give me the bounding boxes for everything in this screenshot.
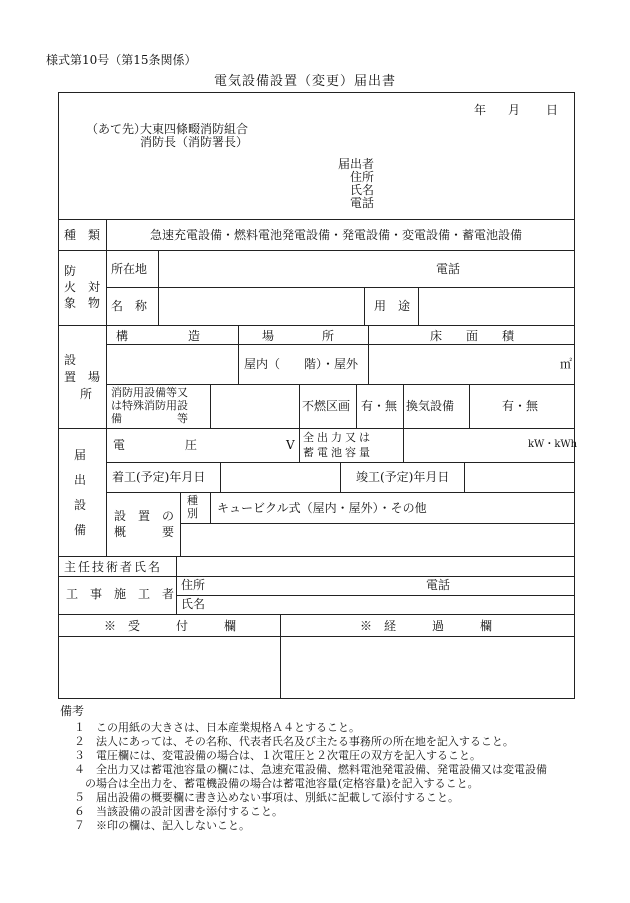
note-7: ７ ※印の欄は、記入しないこと。 — [74, 819, 250, 832]
output-unit: kW・kWh — [528, 439, 578, 450]
reception-header: ※ 受 付 欄 — [104, 619, 237, 633]
location-phone-label: 電話 — [436, 262, 461, 276]
target-label-2: 火 対 — [64, 280, 101, 294]
equip-label-2: 出 — [74, 473, 87, 487]
fire-equip-label-3: 備 等 — [111, 412, 188, 425]
ventilation-label: 換気設備 — [406, 399, 455, 413]
structure-header: 構 造 — [116, 329, 201, 343]
complete-date-label: 竣工(予定)年月日 — [356, 470, 450, 484]
col-divider — [464, 462, 465, 492]
row-divider — [58, 614, 575, 615]
floor-area-header: 床 面 積 — [430, 329, 515, 343]
use-label: 用 途 — [374, 299, 411, 313]
note-2: ２ 法人にあっては、その名称、代表者氏名及び主たる事務所の所在地を記入すること。 — [74, 735, 514, 748]
row-divider — [58, 250, 575, 251]
notifier-name: 氏名 — [350, 183, 375, 197]
date-day: 日 — [546, 103, 559, 117]
col-divider — [280, 614, 281, 699]
type-label: 種 類 — [64, 228, 101, 242]
row-divider — [58, 219, 575, 220]
col-divider — [176, 556, 177, 614]
col-divider — [356, 384, 357, 428]
note-3: ３ 電圧欄には、変電設備の場合は、１次電圧と２次電圧の双方を記入すること。 — [74, 749, 481, 762]
col-divider — [299, 384, 300, 462]
col-divider — [210, 492, 211, 523]
page-title: 電気設備設置（変更）届出書 — [214, 74, 397, 89]
row-divider — [106, 492, 575, 493]
col-divider — [158, 250, 159, 325]
notifier-label: 届出者 — [338, 157, 375, 171]
kind-label-2: 別 — [187, 507, 198, 520]
contractor-name-label: 氏名 — [181, 597, 206, 611]
contractor-address-label: 住所 — [181, 578, 206, 592]
equip-label-3: 設 — [74, 498, 87, 512]
place-header: 場 所 — [262, 329, 335, 343]
col-divider — [220, 462, 221, 492]
fire-equip-label-2: は特殊消防用設 — [111, 399, 188, 412]
contractor-label: 工 事 施 工 者 — [66, 587, 175, 601]
note-6: ６ 当該設備の設計図書を添付すること。 — [74, 805, 283, 818]
kind-value: キュービクル式（屋内・屋外）・その他 — [217, 501, 427, 515]
location-label: 所在地 — [111, 262, 148, 276]
notifier-address: 住所 — [350, 170, 375, 184]
col-divider — [364, 287, 365, 325]
voltage-unit: V — [286, 438, 295, 452]
overview-label-2: 概 要 — [114, 525, 175, 539]
site-label-2: 置 場 — [64, 370, 101, 384]
row-divider — [58, 428, 575, 429]
type-value: 急速充電設備・燃料電池発電設備・発電設備・変電設備・蓄電池設備 — [150, 228, 523, 242]
row-divider — [106, 287, 575, 288]
date-month: 月 — [508, 103, 521, 117]
start-date-label: 着工(予定)年月日 — [112, 470, 206, 484]
nonflammable-value: 有・無 — [361, 399, 398, 413]
site-label-3: 所 — [80, 387, 93, 401]
row-divider — [180, 523, 575, 524]
date-year: 年 — [474, 103, 487, 117]
row-divider — [106, 344, 575, 345]
col-divider — [403, 384, 404, 462]
note-5: ５ 届出設備の概要欄に書き込めない事項は、別紙に記載して添付すること。 — [74, 791, 459, 804]
site-label-1: 設 — [64, 353, 77, 367]
output-label-1: 全出力又は — [303, 431, 373, 444]
note-1: １ この用紙の大きさは、日本産業規格Ａ４とすること。 — [74, 721, 360, 734]
col-divider — [106, 219, 107, 556]
nonflammable-label: 不燃区画 — [302, 399, 351, 413]
row-divider — [106, 384, 575, 385]
target-label-3: 象 物 — [64, 296, 101, 310]
col-divider — [238, 325, 239, 384]
kind-label-1: 種 — [187, 494, 198, 507]
note-4-cont: の場合は全出力を、蓄電機設備の場合は蓄電池容量(定格容量)を記入すること。 — [74, 777, 479, 790]
addressee-chief: 消防長（消防署長） — [140, 135, 249, 149]
equip-label-1: 届 — [74, 448, 87, 462]
indoor-outdoor: 屋内（ 階）・屋外 — [244, 357, 359, 371]
addressee-prefix: （あて先） — [86, 122, 147, 136]
contractor-phone-label: 電話 — [426, 578, 451, 592]
overview-label-1: 設 置 の — [114, 509, 175, 523]
col-divider — [418, 287, 419, 325]
output-label-2: 蓄電池容量 — [303, 446, 373, 459]
engineer-label: 主任技術者氏名 — [64, 560, 163, 574]
addressee-org: 大東四條畷消防組合 — [140, 122, 249, 136]
col-divider — [210, 384, 211, 428]
voltage-label: 電 圧 — [113, 438, 198, 452]
row-divider — [58, 556, 575, 557]
target-label-1: 防 — [64, 264, 77, 278]
form-number: 様式第10号（第15条関係） — [46, 53, 197, 67]
col-divider — [180, 492, 181, 556]
progress-header: ※ 経 過 欄 — [360, 619, 493, 633]
equip-label-4: 備 — [74, 523, 87, 537]
col-divider — [469, 384, 470, 428]
col-divider — [368, 325, 369, 384]
fire-equip-label-1: 消防用設備等又 — [111, 386, 188, 399]
note-4: ４ 全出力又は蓄電池容量の欄には、急速充電設備、燃料電池発電設備、発電設備又は変電設備 — [74, 763, 547, 776]
notes-heading: 備考 — [60, 704, 85, 718]
target-name-label: 名 称 — [111, 299, 148, 313]
row-divider — [58, 325, 575, 326]
sqm-unit: ㎡ — [560, 357, 573, 371]
ventilation-value: 有・無 — [502, 399, 539, 413]
notifier-phone: 電話 — [350, 196, 375, 210]
row-divider — [176, 595, 575, 596]
row-divider — [58, 576, 575, 577]
row-divider — [58, 636, 575, 637]
col-divider — [340, 462, 341, 492]
